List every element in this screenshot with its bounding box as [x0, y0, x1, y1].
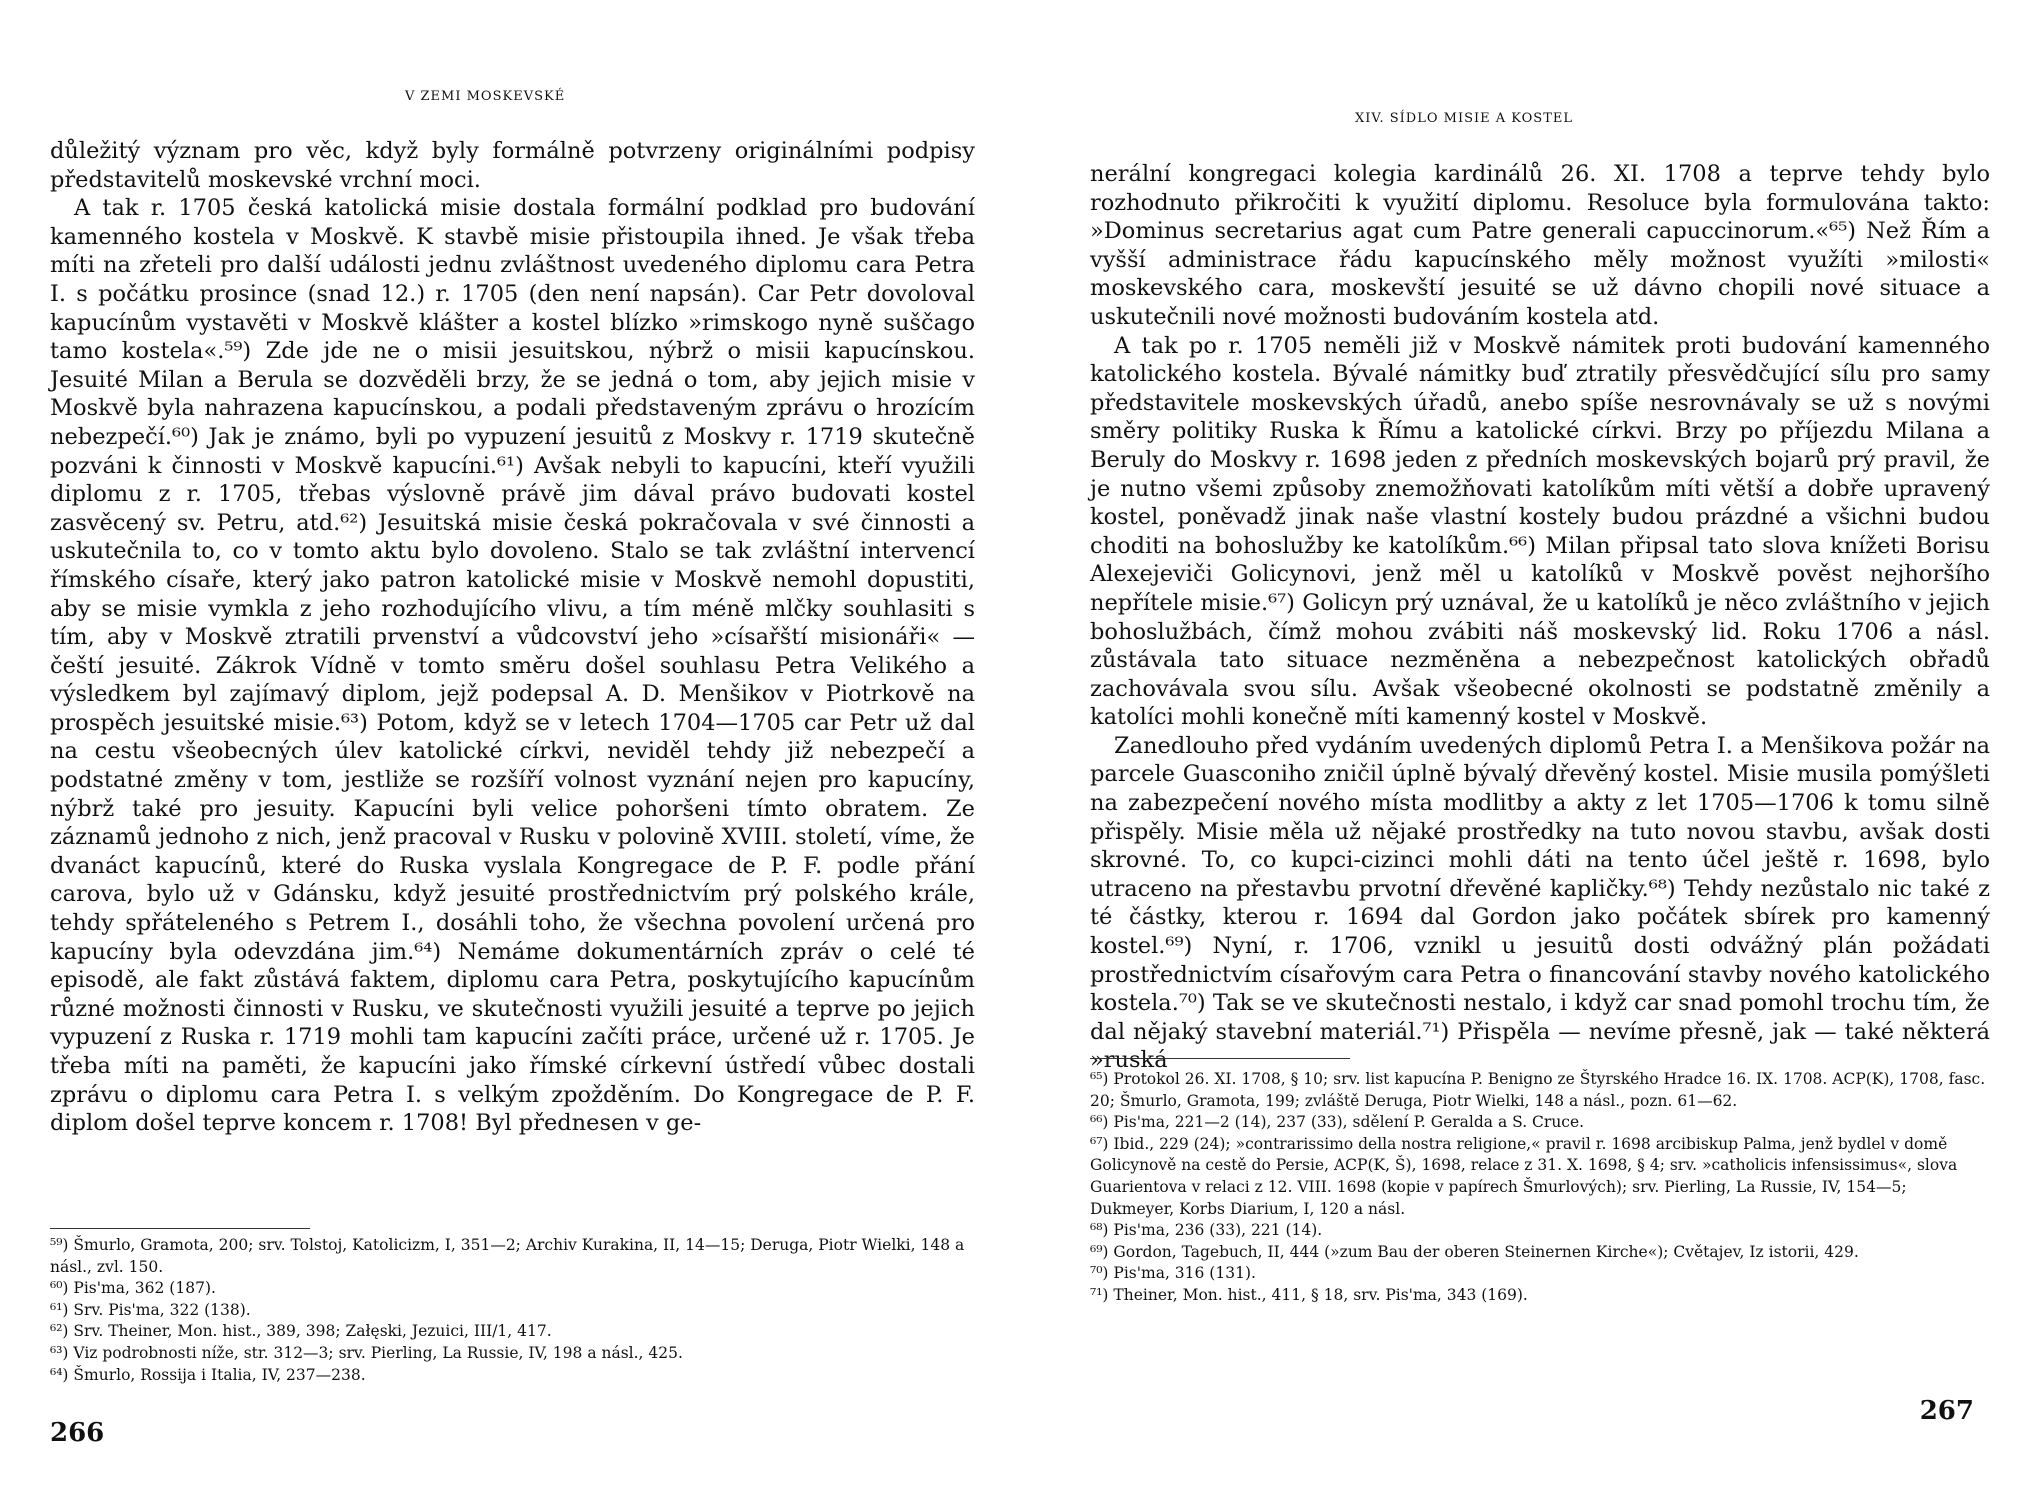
footnote: ⁷⁰) Pis'ma, 316 (131).: [1090, 1264, 1256, 1283]
footnote-rule: [1090, 1058, 1350, 1059]
paragraph: Zanedlouho před vydáním uvedených diplomů Petra I. a Menšikova požár na parcele Guasconiho zničil úplně bývalý dřevěný kostel. Misie musila pomýšleti na zabezpečení nového místa modlitby a akty z let 1705—1706 k tomu silně přispěly. Misie měla už nějaké prostředky na tuto novou stavbu, avšak dosti skrovné. To, co kupci-cizinci mohli dáti na tento účel ještě r. 1698, bylo utraceno na přestavbu prvotní dřevěné kapličky.⁶⁸) Tehdy nezůstalo nic také z té částky, kterou r. 1694 dal Gordon jako počátek sbírek pro kamenný kostel.⁶⁹) Nyní, r. 1706, vznikl u jesuitů dosti odvážný plán požádati prostřednictvím císařovým cara Petra o financování stavby nového katolického kostela.⁷⁰) Tak se ve skutečnosti nestalo, i když car snad pomohl trochu tím, že dal nějaký stavební materiál.⁷¹) Přispěla — nevíme přesně, jak — také některá »ruská: [1090, 732, 1990, 1074]
footnote: ⁶¹) Srv. Pis'ma, 322 (138).: [50, 1300, 251, 1319]
running-head: V ZEMI MOSKEVSKÉ: [405, 89, 566, 104]
running-head: XIV. SÍDLO MISIE A KOSTEL: [1355, 111, 1574, 126]
body-text: [1090, 160, 1990, 1075]
footnotes: [50, 1235, 975, 1386]
footnote: ⁶⁴) Šmurlo, Rossija i Italia, IV, 237—238.: [50, 1365, 366, 1384]
page-number: 267: [1919, 1396, 1974, 1426]
footnote: ⁶⁰) Pis'ma, 362 (187).: [50, 1279, 216, 1298]
footnote: ⁶⁶) Pis'ma, 221—2 (14), 237 (33), sdělení P. Geralda a S. Cruce.: [1090, 1113, 1585, 1132]
footnotes: [1090, 1069, 1990, 1307]
footnote: ⁶⁵) Protokol 26. XI. 1708, § 10; srv. list kapucína P. Benigno ze Štyrského Hradce 16. IX. 1708. ACP(K), 1708, fasc. 20; Šmurlo, Gramota, 199; zvláště Deruga, Piotr Wielki, 148 a násl., pozn. 61—62.: [1090, 1070, 1986, 1110]
paragraph: A tak r. 1705 česká katolická misie dostala formální podklad pro budování kamenného kostela v Moskvě. K stavbě misie přistoupila ihned. Je však třeba míti na zřeteli pro další události jednu zvláštnost uvedeného diplomu cara Petra I. s počátku prosince (snad 12.) r. 1705 (den není napsán). Car Petr dovoloval kapucínům vystavěti v Moskvě klášter a kostel blízko »rimskogo nyně suščago tamo kostela«.⁵⁹) Zde jde ne o misii jesuitskou, nýbrž o misii kapucínskou. Jesuité Milan a Berula se dozvěděli brzy, že se jedná o tom, aby jejich misie v Moskvě byla nahrazena kapucínskou, a podali představeným zprávu o hrozícím nebezpečí.⁶⁰) Jak je známo, byli po vypuzení jesuitů z Moskvy r. 1719 skutečně pozváni k činnosti v Moskvě kapucíni.⁶¹) Avšak nebyli to kapucíni, kteří využili diplomu z r. 1705, třebas výslovně právě jim dával právo budovati kostel zasvěcený sv. Petru, atd.⁶²) Jesuitská misie česká pokračovala v své činnosti a uskutečnila to, co v tomto aktu bylo dovoleno. Stalo se tak zvláštní intervencí římského císaře, který jako patron katolické misie v Moskvě nemohl dopustiti, aby se misie vymkla z jeho rozhodujícího vlivu, a tím méně mlčky souhlasiti s tím, aby v Moskvě ztratili prvenství a vůdcovství jeho »císařští misionáři« — čeští jesuité. Zákrok Vídně v tomto směru došel souhlasu Petra Velikého a výsledkem byl zajímavý diplom, jejž podepsal A. D. Menšikov v Piotrkově na prospěch jesuitské misie.⁶³) Potom, když se v letech 1704—1705 car Petr už dal na cestu všeobecných úlev katolické církvi, neviděl tehdy již nebezpečí a podstatné změny v tom, jestliže se rozšíří volnost vyznání nejen pro kapucíny, nýbrž také pro jesuity. Kapucíni byli velice pohoršeni tímto obratem. Ze záznamů jednoho z nich, jenž pracoval v Rusku v polovině XVIII. století, víme, že dvanáct kapucínů, které do Ruska vyslala Kongregace de P. F. podle přání carova, bylo už v Gdánsku, když jesuité prostřednictvím prý polského krále, tehdy spřáteleného s Petrem I., dosáhli toho, že všechna povolení určená pro kapucíny byla odevzdána jim.⁶⁴) Nemáme dokumentárních zpráv o celé té episodě, ale fakt zůstává faktem, diplomu cara Petra, poskytujícího kapucínům různé možnosti činnosti v Rusku, ve skutečnosti využili jesuité a teprve po jejich vypuzení z Ruska r. 1719 mohli tam kapucíni začíti práce, určené už r. 1705. Je třeba míti na paměti, že kapucíni jako římské církevní ústředí vůbec dostali zprávu o diplomu cara Petra I. s velkým zpožděním. Do Kongregace de P. F. diplom došel teprve koncem r. 1708! Byl přednesen v ge-: [50, 195, 975, 1137]
footnote: ⁶⁷) Ibid., 229 (24); »contrarissimo della nostra religione,« pravil r. 1698 arcibiskup Palma, jenž bydlel v domě Golicynově na cestě do Persie, ACP(K, Š), 1698, relace z 31. X. 1698, § 4; srv. »catholicis infensissimus«, slova Guarientova v relaci z 12. VIII. 1698 (kopie v papírech Šmurlových); srv. Pierling, La Russie, IV, 154—5; Dukmeyer, Korbs Diarium, I, 120 a násl.: [1090, 1134, 1958, 1218]
paragraph: důležitý význam pro věc, když byly formálně potvrzeny originálními podpisy představitelů moskevské vrchní moci.: [50, 138, 975, 193]
page-number: 266: [50, 1418, 105, 1448]
footnote: ⁶⁹) Gordon, Tagebuch, II, 444 (»zum Bau der oberen Steinernen Kirche«); Cvětajev, Iz istorii, 429.: [1090, 1242, 1859, 1261]
body-text: [50, 137, 975, 1138]
right-page: [1090, 0, 1990, 1500]
paragraph: A tak po r. 1705 neměli již v Moskvě námitek proti budování kamenného katolického kostela. Bývalé námitky buď ztratily přesvědčující sílu pro samy představitele moskevských úřadů, anebo spíše nesrovnávaly se už s novými směry politiky Ruska k Římu a katolické církvi. Brzy po příjezdu Milana a Beruly do Moskvy r. 1698 jeden z předních moskevských bojarů prý pravil, že je nutno všemi způsoby znemožňovati katolíkům míti větší a dobře upravený kostel, poněvadž jinak naše vlastní kostely budou prázdné a všichni budou choditi na bohoslužby ke katolíkům.⁶⁶) Milan připsal tato slova knížeti Borisu Alexejeviči Golicynovi, jenž měl u katolíků v Moskvě pověst nejhoršího nepřítele misie.⁶⁷) Golicyn prý uznával, že u katolíků je něco zvláštního v jejich bohoslužbách, čímž mohou zvábiti náš moskevský lid. Roku 1706 a násl. zůstávala tato situace nezměněna a nebezpečnost katolických obřadů zachovávala svou sílu. Avšak všeobecné okolnosti se podstatně změnily a katolíci mohli konečně míti kamenný kostel v Moskvě.: [1090, 332, 1990, 731]
paragraph: nerální kongregaci kolegia kardinálů 26. XI. 1708 a teprve tehdy bylo rozhodnuto přikročiti k využití diplomu. Resoluce byla formulována takto: »Dominus secretarius agat cum Patre generali capuccinorum.«⁶⁵) Než Řím a vyšší administrace řádu kapucínského měly možnost využíti »milosti« moskevského cara, moskevští jesuité se už dávno chopili nové situace a uskutečnili nové možnosti budováním kostela atd.: [1090, 161, 1990, 330]
footnote: ⁷¹) Theiner, Mon. hist., 411, § 18, srv. Pis'ma, 343 (169).: [1090, 1285, 1528, 1304]
footnote-rule: [50, 1228, 310, 1229]
left-page: [50, 0, 975, 1500]
footnote: ⁶³) Viz podrobnosti níže, str. 312—3; srv. Pierling, La Russie, IV, 198 a násl., 425.: [50, 1343, 683, 1362]
footnote: ⁶²) Srv. Theiner, Mon. hist., 389, 398; Załęski, Jezuici, III/1, 417.: [50, 1322, 552, 1341]
footnote: ⁵⁹) Šmurlo, Gramota, 200; srv. Tolstoj, Katolicizm, I, 351—2; Archiv Kurakina, II, 14—15; Deruga, Piotr Wielki, 148 a násl., zvl. 150.: [50, 1236, 965, 1276]
footnote: ⁶⁸) Pis'ma, 236 (33), 221 (14).: [1090, 1221, 1323, 1240]
